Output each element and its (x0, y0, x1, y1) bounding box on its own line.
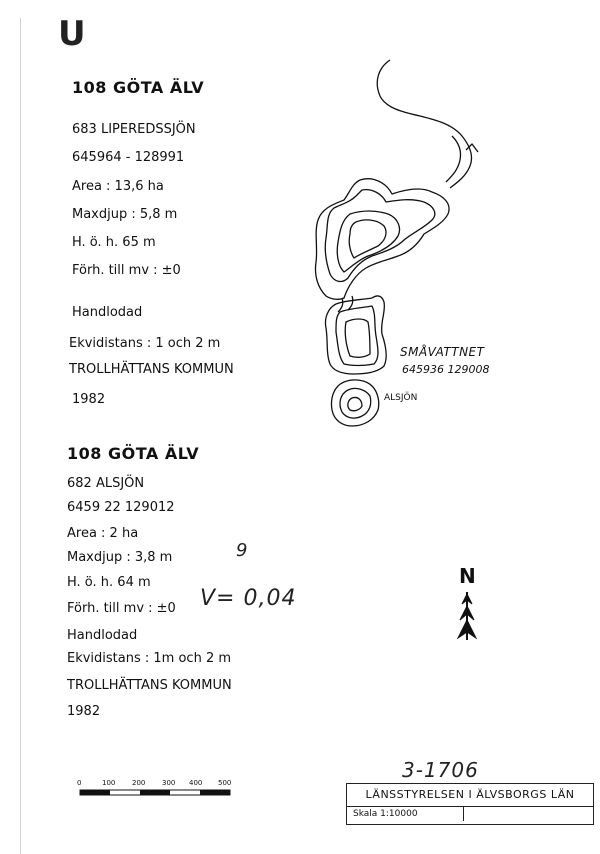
handwritten-volume: V= 0,04 (200, 586, 297, 611)
title-block (346, 783, 594, 825)
upper-maxdepth: Maxdjup : 5,8 m (72, 207, 178, 222)
lipereds-contour-3 (349, 220, 386, 258)
upper-area: Area : 13,6 ha (72, 179, 164, 194)
handwritten-reference: 3-1706 (402, 758, 479, 782)
upper-method: Handlodad (72, 305, 143, 320)
lower-ratio: Förh. till mv : ±0 (67, 601, 176, 616)
smavattnet-contour-2 (345, 319, 370, 357)
north-arrow (458, 592, 476, 640)
upper-municipality: TROLLHÄTTANS KOMMUN (69, 362, 234, 377)
lipereds-contour-1 (325, 190, 435, 282)
smavattnet-label: SMÅVATTNET (400, 345, 485, 359)
smavattnet-coords: 645936 129008 (402, 363, 490, 376)
scale-tick-0: 0 (77, 779, 82, 787)
lower-contour: Ekvidistans : 1m och 2 m (67, 651, 232, 666)
channel-line (338, 298, 343, 312)
scale-bar (80, 790, 230, 795)
lower-coords: 6459 22 129012 (67, 500, 175, 515)
scale-tick-300: 300 (162, 779, 176, 787)
scale-tick-400: 400 (189, 779, 203, 787)
title-authority: LÄNSSTYRELSEN I ÄLVSBORGS LÄN (347, 784, 593, 807)
lower-lake-name: 682 ALSJÖN (67, 476, 145, 491)
lower-municipality: TROLLHÄTTANS KOMMUN (67, 678, 232, 693)
lower-area: Area : 2 ha (67, 526, 139, 541)
alsjon-label: ALSJÖN (384, 393, 418, 403)
upper-ratio: Förh. till mv : ±0 (72, 263, 181, 278)
alsjon-shoreline (332, 380, 379, 426)
north-label: N (459, 564, 476, 588)
scale-tick-500: 500 (218, 779, 232, 787)
upper-lake-name: 683 LIPEREDSSJÖN (72, 122, 196, 137)
alsjon-contour-2 (348, 397, 362, 410)
channel-line-2 (348, 296, 353, 310)
stream-line-inner (446, 136, 461, 182)
title-scale: Skala 1:10000 (347, 807, 464, 821)
lower-elevation: H. ö. h. 64 m (67, 575, 151, 590)
scale-tick-100: 100 (102, 779, 116, 787)
lower-method: Handlodad (67, 628, 138, 643)
lower-river-heading: 108 GÖTA ÄLV (67, 444, 200, 463)
smavattnet-contour-1 (336, 306, 378, 366)
handwritten-nine: 9 (236, 540, 249, 561)
upper-year: 1982 (72, 392, 106, 407)
upper-elevation: H. ö. h. 65 m (72, 235, 156, 250)
upper-river-heading: 108 GÖTA ÄLV (72, 78, 205, 97)
lower-year: 1982 (67, 704, 101, 719)
alsjon-contour-1 (340, 388, 371, 418)
upper-coords: 645964 - 128991 (72, 150, 185, 165)
lower-maxdepth: Maxdjup : 3,8 m (67, 550, 173, 565)
upper-contour: Ekvidistans : 1 och 2 m (69, 336, 221, 351)
smavattnet-shoreline (325, 296, 386, 374)
handwritten-top-mark: U (58, 14, 87, 54)
scale-tick-200: 200 (132, 779, 146, 787)
